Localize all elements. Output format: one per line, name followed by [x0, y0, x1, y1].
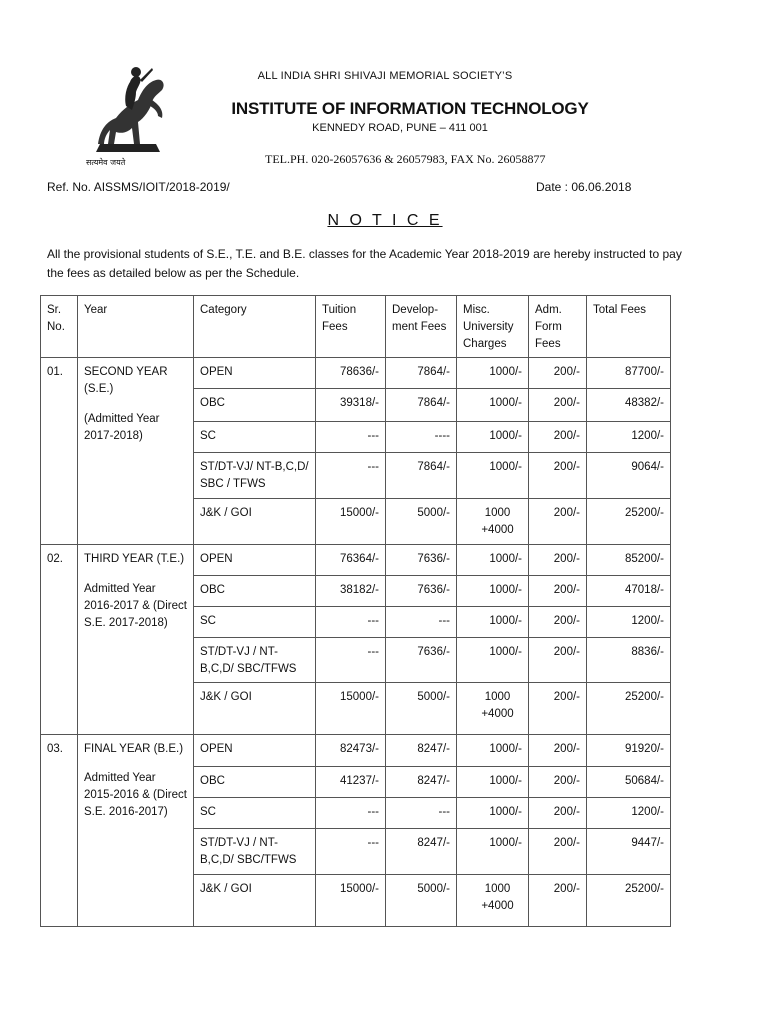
cell-misc: 1000/-: [457, 576, 529, 607]
cell-development: ---: [386, 798, 457, 829]
cell-development: 8247/-: [386, 829, 457, 875]
cell-total: 9064/-: [587, 453, 671, 499]
cell-adm: 200/-: [529, 499, 587, 545]
cell-tuition: ---: [316, 798, 386, 829]
cell-development: 8247/-: [386, 767, 457, 798]
table-row: [41, 545, 671, 576]
cell-total: 8836/-: [587, 638, 671, 683]
cell-development: 8247/-: [386, 735, 457, 767]
cell-development: 5000/-: [386, 499, 457, 545]
cell-misc: 1000/-: [457, 389, 529, 422]
year-name: THIRD YEAR (T.E.): [84, 553, 185, 565]
institute-address: KENNEDY ROAD, PUNE – 411 001: [312, 122, 488, 134]
cell-sr: 02.: [41, 545, 78, 735]
cell-development: 5000/-: [386, 683, 457, 735]
cell-development: 5000/-: [386, 875, 457, 927]
cell-category: OBC: [194, 576, 316, 607]
cell-adm: 200/-: [529, 422, 587, 453]
admitted-year: Admitted Year 2016-2017 & (Direct S.E. 2017-2018): [84, 583, 187, 629]
cell-development: 7864/-: [386, 358, 457, 389]
cell-year: [78, 358, 194, 545]
admitted-year: (Admitted Year 2017-2018): [84, 413, 160, 442]
cell-misc: 1000/-: [457, 453, 529, 499]
header-development: Develop- ment Fees: [386, 296, 457, 358]
cell-total: 91920/-: [587, 735, 671, 767]
cell-year: [78, 545, 194, 735]
cell-category: OPEN: [194, 545, 316, 576]
cell-adm: 200/-: [529, 389, 587, 422]
cell-adm: 200/-: [529, 607, 587, 638]
institute-title: INSTITUTE OF INFORMATION TECHNOLOGY: [231, 99, 589, 118]
cell-total: 25200/-: [587, 683, 671, 735]
cell-tuition: ---: [316, 829, 386, 875]
logo-motto: सत्यमेव जयते: [86, 158, 126, 167]
table-header-row: [41, 296, 671, 358]
cell-category: J&K / GOI: [194, 875, 316, 927]
cell-misc: 1000/-: [457, 829, 529, 875]
cell-adm: 200/-: [529, 735, 587, 767]
cell-tuition: ---: [316, 422, 386, 453]
reference-number: Ref. No. AISSMS/IOIT/2018-2019/: [47, 180, 230, 194]
cell-total: 48382/-: [587, 389, 671, 422]
cell-category: OBC: [194, 767, 316, 798]
cell-total: 25200/-: [587, 499, 671, 545]
cell-tuition: 15000/-: [316, 875, 386, 927]
header-year: Year: [78, 296, 194, 358]
header-category: Category: [194, 296, 316, 358]
cell-category: ST/DT-VJ/ NT-B,C,D/ SBC / TFWS: [194, 453, 316, 499]
cell-misc: 1000/-: [457, 638, 529, 683]
cell-tuition: 15000/-: [316, 499, 386, 545]
cell-misc: 1000/-: [457, 798, 529, 829]
notice-paragraph: All the provisional students of S.E., T.E. and B.E. classes for the Academic Year 2018-2019 are hereby instructed to pay the fees as detailed below as per the Schedule.: [47, 247, 682, 280]
cell-tuition: 82473/-: [316, 735, 386, 767]
cell-misc: 1000/-: [457, 735, 529, 767]
cell-adm: 200/-: [529, 358, 587, 389]
header-sr: Sr. No.: [41, 296, 78, 358]
header-adm: Adm. Form Fees: [529, 296, 587, 358]
table-row: [41, 735, 671, 767]
cell-total: 50684/-: [587, 767, 671, 798]
cell-tuition: ---: [316, 607, 386, 638]
cell-development: ---: [386, 607, 457, 638]
cell-misc: 1000 +4000: [457, 875, 529, 927]
fees-table-body: [41, 358, 671, 927]
cell-tuition: 78636/-: [316, 358, 386, 389]
cell-misc: 1000/-: [457, 358, 529, 389]
cell-tuition: ---: [316, 638, 386, 683]
cell-sr: 03.: [41, 735, 78, 927]
cell-misc: 1000/-: [457, 422, 529, 453]
cell-misc: 1000/-: [457, 607, 529, 638]
cell-misc: 1000 +4000: [457, 683, 529, 735]
cell-category: OBC: [194, 389, 316, 422]
institute-telephone: TEL.PH. 020-26057636 & 26057983, FAX No. 26058877: [265, 152, 546, 166]
cell-total: 25200/-: [587, 875, 671, 927]
cell-category: ST/DT-VJ / NT-B,C,D/ SBC/TFWS: [194, 638, 316, 683]
cell-tuition: ---: [316, 453, 386, 499]
header-tuition: Tuition Fees: [316, 296, 386, 358]
cell-category: OPEN: [194, 735, 316, 767]
header-misc: Misc. University Charges: [457, 296, 529, 358]
cell-category: J&K / GOI: [194, 499, 316, 545]
cell-misc: 1000/-: [457, 545, 529, 576]
cell-development: 7636/-: [386, 638, 457, 683]
cell-sr: 01.: [41, 358, 78, 545]
cell-adm: 200/-: [529, 683, 587, 735]
cell-adm: 200/-: [529, 576, 587, 607]
header-total: Total Fees: [587, 296, 671, 358]
cell-tuition: 76364/-: [316, 545, 386, 576]
cell-adm: 200/-: [529, 829, 587, 875]
cell-tuition: 39318/-: [316, 389, 386, 422]
admitted-year: Admitted Year 2015-2016 & (Direct S.E. 2016-2017): [84, 772, 187, 818]
cell-total: 9447/-: [587, 829, 671, 875]
table-row: [41, 358, 671, 389]
cell-category: J&K / GOI: [194, 683, 316, 735]
cell-category: SC: [194, 422, 316, 453]
cell-development: 7864/-: [386, 389, 457, 422]
cell-adm: 200/-: [529, 453, 587, 499]
society-name: ALL INDIA SHRI SHIVAJI MEMORIAL SOCIETY’S: [257, 70, 513, 82]
notice-heading: N O T I C E: [327, 212, 443, 229]
notice-date: Date : 06.06.2018: [536, 180, 632, 194]
cell-category: SC: [194, 798, 316, 829]
cell-adm: 200/-: [529, 767, 587, 798]
year-name: SECOND YEAR (S.E.): [84, 366, 168, 395]
cell-total: 1200/-: [587, 422, 671, 453]
cell-development: 7864/-: [386, 453, 457, 499]
cell-total: 87700/-: [587, 358, 671, 389]
cell-year: [78, 735, 194, 927]
cell-category: OPEN: [194, 358, 316, 389]
cell-category: ST/DT-VJ / NT-B,C,D/ SBC/TFWS: [194, 829, 316, 875]
cell-tuition: 15000/-: [316, 683, 386, 735]
cell-total: 85200/-: [587, 545, 671, 576]
cell-tuition: 41237/-: [316, 767, 386, 798]
cell-category: SC: [194, 607, 316, 638]
cell-total: 1200/-: [587, 607, 671, 638]
cell-adm: 200/-: [529, 875, 587, 927]
cell-adm: 200/-: [529, 798, 587, 829]
cell-misc: 1000/-: [457, 767, 529, 798]
cell-adm: 200/-: [529, 545, 587, 576]
cell-development: 7636/-: [386, 576, 457, 607]
cell-tuition: 38182/-: [316, 576, 386, 607]
cell-total: 1200/-: [587, 798, 671, 829]
cell-misc: 1000 +4000: [457, 499, 529, 545]
cell-adm: 200/-: [529, 638, 587, 683]
year-name: FINAL YEAR (B.E.): [84, 743, 184, 755]
cell-development: ----: [386, 422, 457, 453]
cell-development: 7636/-: [386, 545, 457, 576]
cell-total: 47018/-: [587, 576, 671, 607]
fees-table: [40, 295, 671, 927]
